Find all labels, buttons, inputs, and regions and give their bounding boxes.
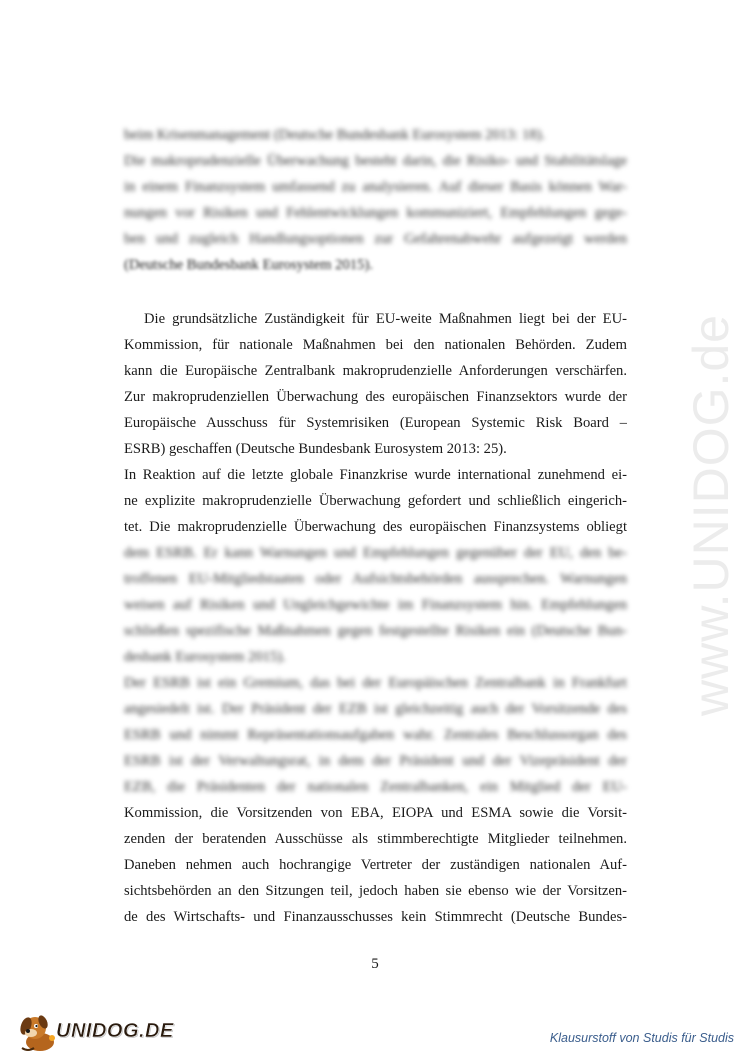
text-line: (Deutsche Bundesbank Eurosystem 2015). bbox=[124, 257, 373, 273]
blurred-mid-paragraph bbox=[124, 540, 627, 800]
text-line: ESRB und nimmt Repräsentationsaufgaben wahr. Zentrales Beschlussorgan des bbox=[124, 727, 627, 743]
paragraph-esrb-members bbox=[124, 800, 627, 930]
watermark bbox=[683, 290, 739, 740]
text-line: Daneben nehmen auch hochrangige Vertreter der zuständigen nationalen Auf- bbox=[124, 857, 627, 873]
text-line: angesiedelt ist. Der Präsident der EZB ist gleichzeitig auch der Vorsitzende des bbox=[124, 701, 627, 717]
page-number: 5 bbox=[371, 956, 379, 972]
text-line: schließen spezifische Maßnahmen gegen festgestellte Risiken ein (Deutsche Bun- bbox=[124, 623, 627, 639]
text-line: nungen vor Risiken und Fehlentwicklungen kommuniziert, Empfehlungen gege- bbox=[124, 205, 627, 221]
text-line: desbank Eurosystem 2015). bbox=[124, 649, 286, 665]
blurred-top-paragraph bbox=[124, 122, 627, 252]
footer-tagline: Klausurstoff von Studis für Studis bbox=[549, 1031, 734, 1045]
text-line: In Reaktion auf die letzte globale Finanzkrise wurde international zunehmend ei- bbox=[124, 467, 627, 483]
paragraph-financial-crisis bbox=[124, 462, 627, 540]
text-line: ben und zugleich Handlungsoptionen zur Gefahrenabwehr aufgezeigt werden bbox=[124, 231, 627, 247]
text-line: in einem Finanzsystem umfassend zu analysieren. Auf dieser Basis können War- bbox=[124, 179, 627, 195]
text-line: kann die Europäische Zentralbank makroprudenzielle Anforderungen verschärfen. bbox=[124, 363, 627, 379]
text-line: sichtsbehörden an den Sitzungen teil, jedoch haben sie ebenso wie der Vorsitzen- bbox=[124, 883, 627, 899]
text-line: Der ESRB ist ein Gremium, das bei der Europäischen Zentralbank in Frankfurt bbox=[124, 675, 627, 691]
text-line: Die makroprudenzielle Überwachung besteht darin, die Risiko- und Stabilitätslage bbox=[124, 153, 627, 169]
text-line: ne explizite makroprudenzielle Überwachung gefordert und schließlich eingerich- bbox=[124, 493, 627, 509]
watermark-text: www.UNIDOG.de bbox=[683, 314, 739, 716]
text-line: weisen auf Risiken und Ungleichgewichte im Finanzsystem hin. Empfehlungen bbox=[124, 597, 627, 613]
text-line: Die grundsätzliche Zuständigkeit für EU-weite Maßnahmen liegt bei der EU- bbox=[144, 311, 627, 327]
text-line: Europäische Ausschuss für Systemrisiken (European Systemic Risk Board – bbox=[124, 415, 627, 431]
text-line: Zur makroprudenziellen Überwachung des europäischen Finanzsektors wurde der bbox=[124, 389, 627, 405]
text-line: ESRB ist der Verwaltungsrat, in dem der Präsident und der Vizepräsident der bbox=[124, 753, 627, 769]
text-line: Kommission, die Vorsitzenden von EBA, EIOPA und ESMA sowie die Vorsit- bbox=[124, 805, 627, 821]
top-visible-line bbox=[124, 252, 627, 278]
paragraph-esrb-intro bbox=[124, 306, 627, 462]
text-line: Kommission, für nationale Maßnahmen bei den nationalen Behörden. Zudem bbox=[124, 337, 627, 353]
text-line: dem ESRB. Er kann Warnungen und Empfehlungen gegenüber der EU, den be- bbox=[124, 545, 627, 561]
logo-text: UNIDOG.DE bbox=[56, 1019, 174, 1042]
text-line: de des Wirtschafts- und Finanzausschusses kein Stimmrecht (Deutsche Bundes- bbox=[124, 909, 627, 925]
text-line: beim Krisenmanagement (Deutsche Bundesbank Eurosystem 2013: 18). bbox=[124, 127, 546, 143]
text-line: troffenen EU-Mitgliedstaaten oder Aufsichtsbehörden aussprechen. Warnungen bbox=[124, 571, 627, 587]
text-line: ESRB) geschaffen (Deutsche Bundesbank Eurosystem 2013: 25). bbox=[124, 441, 507, 457]
unidog-logo[interactable] bbox=[16, 1008, 174, 1054]
text-line: tet. Die makroprudenzielle Überwachung des europäischen Finanzsystems obliegt bbox=[124, 519, 627, 535]
text-line: zenden der beratenden Ausschüsse als stimmberechtigte Mitglieder teilnehmen. bbox=[124, 831, 627, 847]
text-line: EZB, die Präsidenten der nationalen Zentralbanken, ein Mitglied der EU- bbox=[124, 779, 627, 795]
